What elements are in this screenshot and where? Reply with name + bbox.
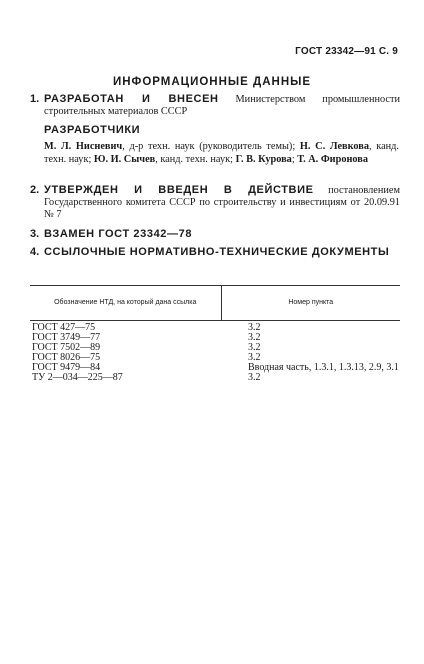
item-1-heading: РАЗРАБОТАН И ВНЕСЕН <box>44 93 219 105</box>
developer-role: , канд. техн. наук; <box>155 153 236 165</box>
item-3 <box>30 228 400 241</box>
item-1-number: 1. <box>30 93 40 105</box>
item-2-body <box>44 184 400 221</box>
item-3-body <box>44 228 400 241</box>
cell-item: 3.2 <box>248 372 261 383</box>
item-1-text: Министерством промышленности строительных материалов СССР <box>44 94 400 117</box>
item-3-number: 3. <box>30 228 40 240</box>
cell-document: ГОСТ 8026—75 <box>32 352 101 363</box>
developer-role: , д-р техн. наук (руководитель темы); <box>122 141 300 152</box>
item-2-heading: УТВЕРЖДЕН И ВВЕДЕН В ДЕЙСТВИЕ <box>44 184 314 196</box>
table-row <box>30 373 400 383</box>
developer-name: Ю. И. Сычев <box>93 153 156 165</box>
item-4-number: 4. <box>30 246 40 258</box>
item-2-text: постановлением Государственного комитета СССР по строительству и инвестициям от 20.09.91 № 7 <box>44 185 400 220</box>
section-title: ИНФОРМАЦИОННЫЕ ДАННЫЕ <box>112 76 312 88</box>
cell-item: Вводная часть, 1.3.1, 1.3.13, 2.9, 3.1 <box>248 362 399 373</box>
cell-document: ГОСТ 3749—77 <box>32 332 101 343</box>
item-1 <box>30 93 400 118</box>
item-1-body <box>44 93 400 118</box>
item-2-number: 2. <box>30 184 40 196</box>
table-header-row <box>30 286 400 320</box>
developers-heading: РАЗРАБОТЧИКИ <box>44 124 141 136</box>
developer-name: Г. В. Курова <box>235 153 292 165</box>
developer-name: М. Л. Нисневич <box>44 141 123 152</box>
cell-document: ГОСТ 427—75 <box>32 322 96 333</box>
page-header: ГОСТ 23342—91 С. 9 <box>295 46 398 57</box>
item-4-heading: ССЫЛОЧНЫЕ НОРМАТИВНО-ТЕХНИЧЕСКИЕ ДОКУМЕНТЫ <box>44 246 390 258</box>
developer-role: , канд. техн. наук; <box>44 141 399 165</box>
cell-document: ГОСТ 9479—84 <box>32 362 101 373</box>
developer-name: Н. С. Левкова <box>299 141 369 152</box>
cell-item: 3.2 <box>248 322 261 333</box>
item-4-body <box>44 246 400 259</box>
developer-name: Т. А. Фиронова <box>297 153 369 165</box>
cell-item: 3.2 <box>248 352 261 363</box>
item-2 <box>30 184 400 221</box>
column-header-item: Номер пункта <box>221 286 401 320</box>
cell-document: ГОСТ 7502—89 <box>32 342 101 353</box>
item-3-heading: ВЗАМЕН ГОСТ 23342—78 <box>44 228 193 240</box>
column-header-document: Обозначение НТД, на который дана ссылка <box>54 299 197 306</box>
reference-table-header <box>30 285 400 321</box>
reference-table-body <box>30 323 400 383</box>
separator: ; <box>291 153 298 165</box>
cell-item: 3.2 <box>248 332 261 343</box>
cell-item: 3.2 <box>248 342 261 353</box>
developers-list <box>44 141 399 166</box>
item-4 <box>30 246 400 259</box>
cell-document: ТУ 2—034—225—87 <box>32 372 123 383</box>
